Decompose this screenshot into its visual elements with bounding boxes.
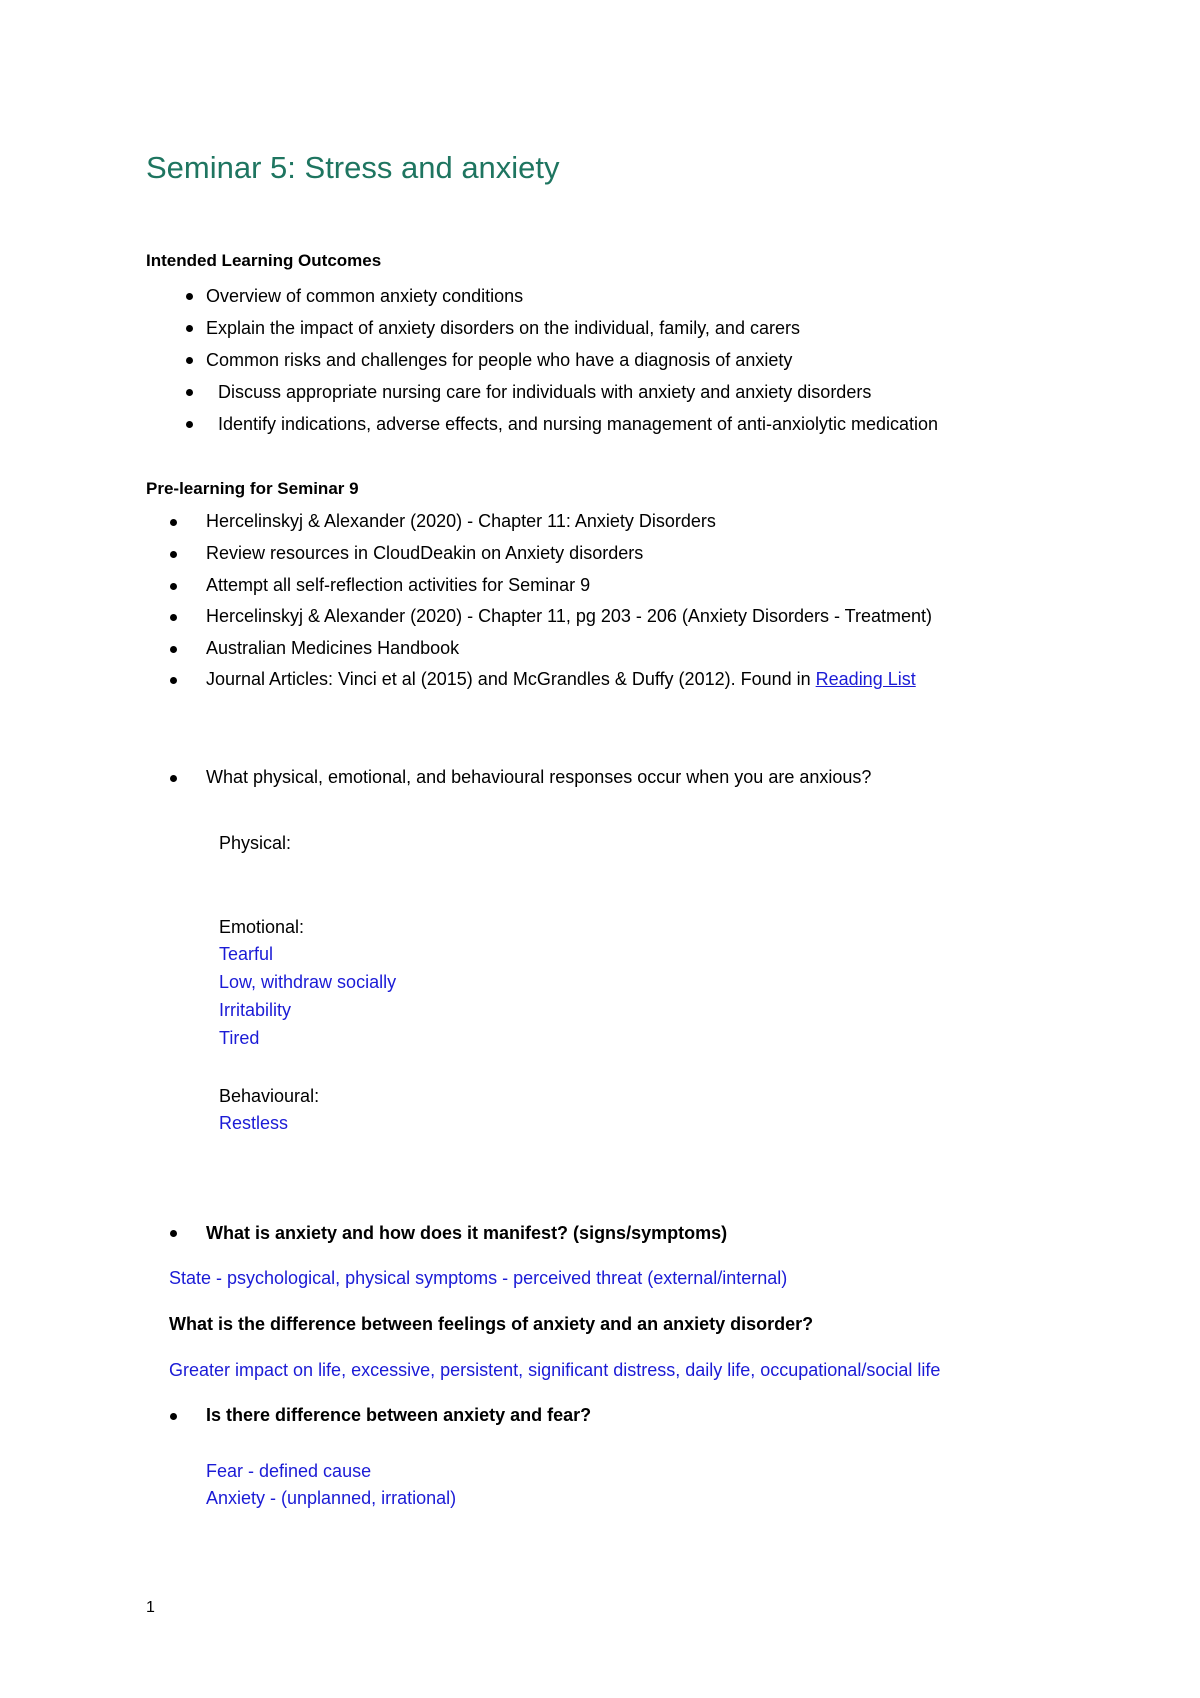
learning-outcomes-heading: Intended Learning Outcomes [146, 251, 382, 270]
bullet-icon [170, 775, 177, 782]
emotional-answer: Irritability [219, 1000, 292, 1020]
behavioural-answer: Restless [219, 1113, 289, 1133]
difference-disorder-question: What is the difference between feelings of anxiety and an anxiety disorder? [169, 1314, 814, 1334]
behavioural-label: Behavioural: [219, 1086, 320, 1106]
difference-disorder-answer: Greater impact on life, excessive, persistent, significant distress, daily life, occupational/social life [169, 1360, 941, 1380]
reading-list-link[interactable]: Reading List [815, 669, 916, 689]
learning-outcome-item: Explain the impact of anxiety disorders on the individual, family, and carers [206, 318, 800, 338]
bullet-icon [170, 1230, 177, 1237]
prelearning-item: Attempt all self-reflection activities for Seminar 9 [206, 575, 591, 595]
prelearning-item: Hercelinskyj & Alexander (2020) - Chapter 11, pg 203 - 206 (Anxiety Disorders - Treatment) [206, 606, 932, 626]
bullet-icon [170, 519, 177, 526]
prelearning-item: Australian Medicines Handbook [206, 638, 460, 658]
bullet-icon [186, 421, 193, 428]
learning-outcome-item: Identify indications, adverse effects, and nursing management of anti-anxiolytic medication [218, 414, 939, 434]
emotional-label: Emotional: [219, 917, 305, 937]
bullet-icon [186, 389, 193, 396]
learning-outcome-item: Overview of common anxiety conditions [206, 286, 524, 306]
prelearning-heading: Pre-learning for Seminar 9 [146, 479, 359, 498]
bullet-icon [186, 325, 193, 332]
anxiety-fear-question: Is there difference between anxiety and fear? [206, 1405, 592, 1425]
bullet-icon [170, 677, 177, 684]
physical-label: Physical: [219, 833, 292, 853]
bullet-icon [170, 551, 177, 558]
bullet-icon [170, 614, 177, 621]
bullet-icon [186, 293, 193, 300]
emotional-answer: Tearful [219, 944, 274, 964]
prelearning-item: Hercelinskyj & Alexander (2020) - Chapter 11: Anxiety Disorders [206, 511, 716, 531]
anxiety-fear-answer: Fear - defined cause [206, 1461, 372, 1481]
anxiety-manifest-answer: State - psychological, physical symptoms - perceived threat (external/internal) [169, 1268, 788, 1288]
journal-articles-text: Journal Articles: Vinci et al (2015) and McGrandles & Duffy (2012). Found in [206, 669, 816, 689]
prelearning-item: Review resources in CloudDeakin on Anxiety disorders [206, 543, 644, 563]
page-title: Seminar 5: Stress and anxiety [146, 150, 560, 185]
learning-outcome-item: Discuss appropriate nursing care for individuals with anxiety and anxiety disorders [218, 382, 872, 402]
emotional-answer: Low, withdraw socially [219, 972, 397, 992]
bullet-icon [170, 583, 177, 590]
learning-outcome-item: Common risks and challenges for people who have a diagnosis of anxiety [206, 350, 793, 370]
emotional-answer: Tired [219, 1028, 260, 1048]
anxiety-manifest-question: What is anxiety and how does it manifest? (signs/symptoms) [206, 1223, 728, 1243]
prelearning-journal-item [206, 668, 916, 690]
responses-question: What physical, emotional, and behavioural responses occur when you are anxious? [206, 767, 872, 787]
page-number: 1 [146, 1599, 155, 1616]
bullet-icon [170, 1413, 177, 1420]
bullet-icon [170, 646, 177, 653]
anxiety-fear-answer: Anxiety - (unplanned, irrational) [206, 1488, 457, 1508]
bullet-icon [186, 357, 193, 364]
